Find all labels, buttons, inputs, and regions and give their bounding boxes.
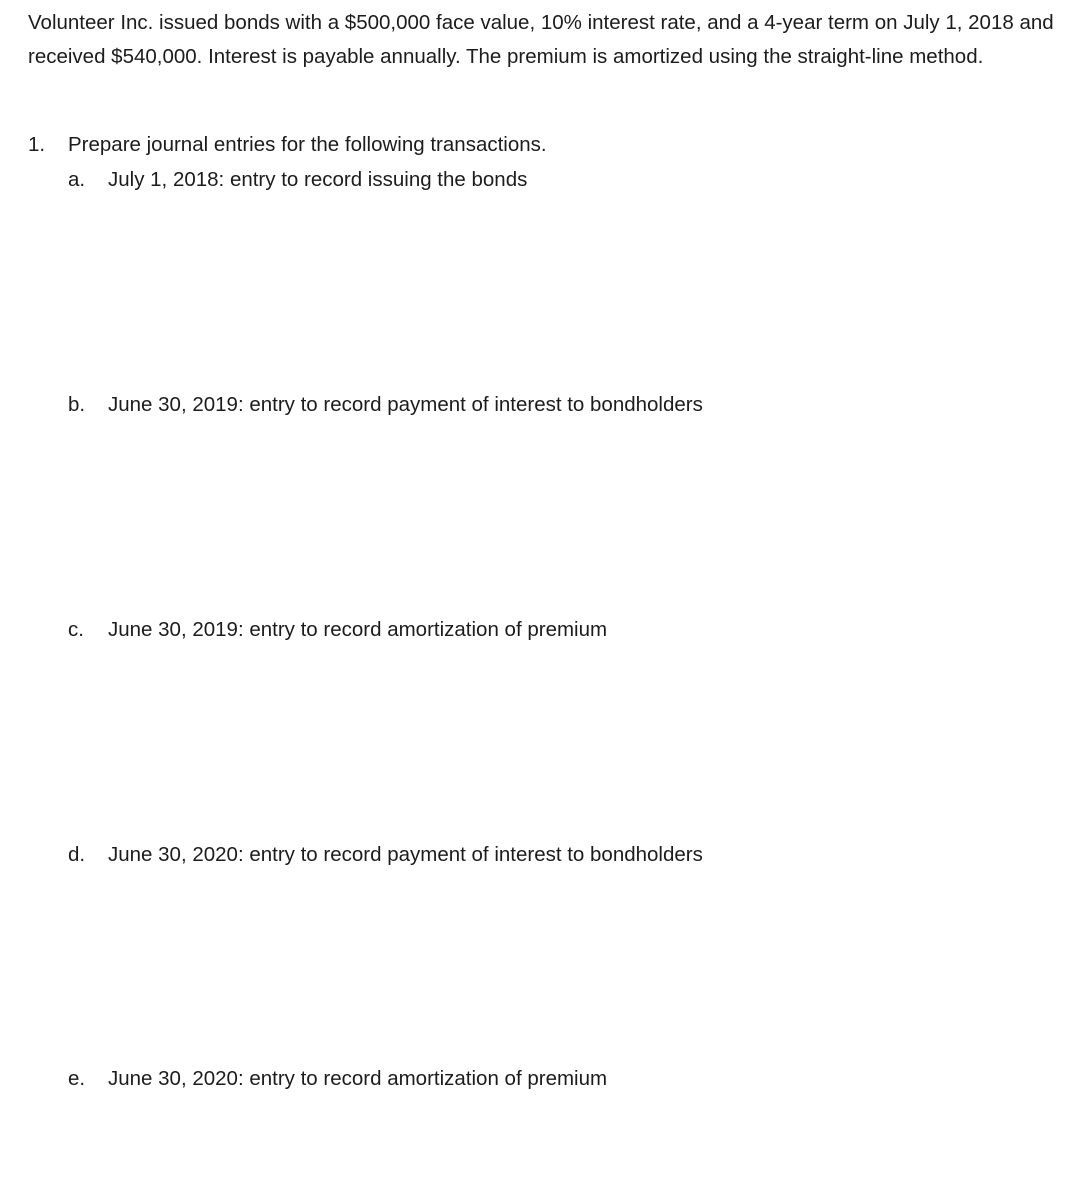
list-item-d: [68, 838, 703, 871]
item-text: June 30, 2019: entry to record amortization of premium: [108, 618, 608, 641]
problem-statement: Volunteer Inc. issued bonds with a $500,000 face value, 10% interest rate, and a 4-year term on July 1, 2018 and received $540,000. Interest is payable annually. The premium is amortized using the straight-line method.: [28, 11, 1054, 68]
question-prompt: Prepare journal entries for the following transactions.: [68, 133, 547, 156]
item-text: June 30, 2020: entry to record payment of interest to bondholders: [108, 843, 703, 866]
question-number: 1.: [28, 133, 46, 156]
item-text: June 30, 2020: entry to record amortization of premium: [108, 1067, 608, 1090]
list-item-a: [68, 163, 527, 196]
item-letter: c.: [68, 618, 84, 641]
item-letter: d.: [68, 843, 86, 866]
list-item-e: [68, 1062, 607, 1095]
list-item-c: [68, 613, 607, 646]
item-letter: e.: [68, 1067, 86, 1090]
item-letter: a.: [68, 168, 86, 191]
item-letter: b.: [68, 393, 86, 416]
item-text: June 30, 2019: entry to record payment of interest to bondholders: [108, 393, 703, 416]
list-item-b: [68, 388, 703, 421]
item-text: July 1, 2018: entry to record issuing the bonds: [108, 168, 528, 191]
